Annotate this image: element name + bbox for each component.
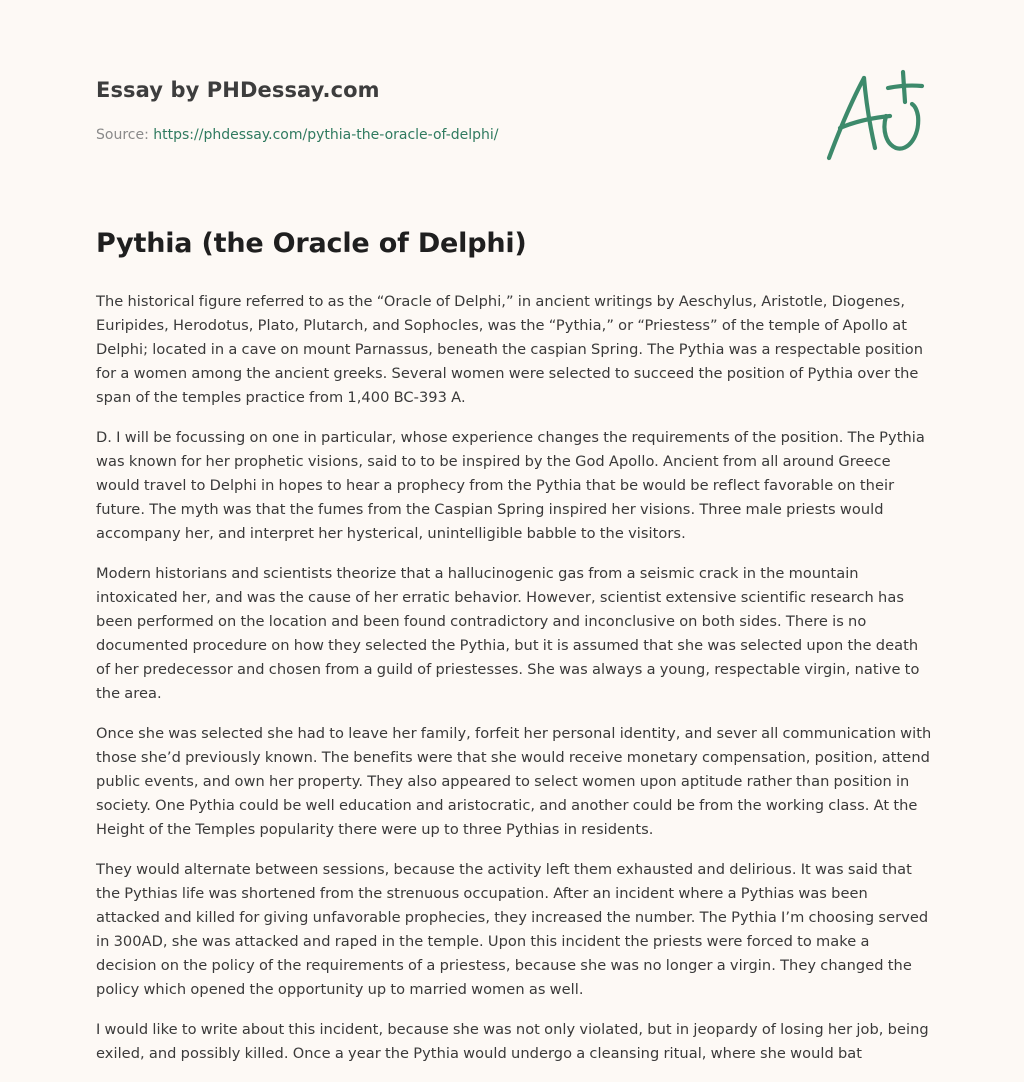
essay-body xyxy=(96,224,934,1082)
essay-paragraph: Once she was selected she had to leave her family, forfeit her personal identity, and sever all communication with those she’d previously known. The benefits were that she would receive monetary compensation, position, attend public events, and own her property. They also appeared to select women upon aptitude rather than position in society. One Pythia could be well education and aristocratic, and another could be from the working class. At the Height of the Temples popularity there were up to three Pythias in residents. xyxy=(96,725,932,838)
essay-paragraph: Modern historians and scientists theorize that a hallucinogenic gas from a seismic crack in the mountain intoxicated her, and was the cause of her erratic behavior. However, scientist extensive scientific research has been performed on the location and been found contradictory and inconclusive on both sides. There is no documented procedure on how they selected the Pythia, but it is assumed that she was selected upon the death of her predecessor and chosen from a guild of priestesses. She was always a young, respectable virgin, native to the area. xyxy=(96,565,920,702)
site-title: Essay by PHDessay.com xyxy=(96,78,380,102)
essay-title: Pythia (the Oracle of Delphi) xyxy=(96,228,527,259)
site-header xyxy=(96,76,796,145)
source-label: Source: xyxy=(96,127,154,143)
essay-paragraph: I would like to write about this incident, because she was not only violated, but in jeopardy of losing her job, being exiled, and possibly killed. Once a year the Pythia would undergo a cleansing ritual, where she would bat xyxy=(96,1021,929,1062)
essay-paragraph: The historical figure referred to as the “Oracle of Delphi,” in ancient writings by Aeschylus, Aristotle, Diogenes, Euripides, Herodotus, Plato, Plutarch, and Sophocles, was the “Pythia,” or “Priestess” of the temple of Apollo at Delphi; located in a cave on mount Parnassus, beneath the caspian Spring. The Pythia was a respectable position for a women among the ancient greeks. Several women were selected to succeed the position of Pythia over the span of the temples practice from 1,400 BC-393 A. xyxy=(96,293,924,406)
source-link[interactable]: https://phdessay.com/pythia-the-oracle-of-delphi/ xyxy=(153,127,499,143)
essay-paragraph: They would alternate between sessions, because the activity left them exhausted and delirious. It was said that the Pythias life was shortened from the strenuous occupation. After an incident where a Pythias was been attacked and killed for giving unfavorable prophecies, they increased the number. The Pythia I’m choosing served in 300AD, she was attacked and raped in the temple. Upon this incident the priests were forced to make a decision on the policy of the requirements of a priestess, because she was no longer a virgin. They changed the policy which opened the opportunity up to married women as well. xyxy=(96,861,929,998)
a-plus-logo-icon xyxy=(820,64,930,164)
source-line xyxy=(96,125,796,145)
essay-paragraph: D. I will be focussing on one in particular, whose experience changes the requirements of the position. The Pythia was known for her prophetic visions, said to to be inspired by the God Apollo. Ancient from all around Greece would travel to Delphi in hopes to hear a prophecy from the Pythia that be would be reflect favorable on their future. The myth was that the fumes from the Caspian Spring inspired her visions. Three male priests would accompany her, and interpret her hysterical, unintelligible babble to the visitors. xyxy=(96,429,925,542)
